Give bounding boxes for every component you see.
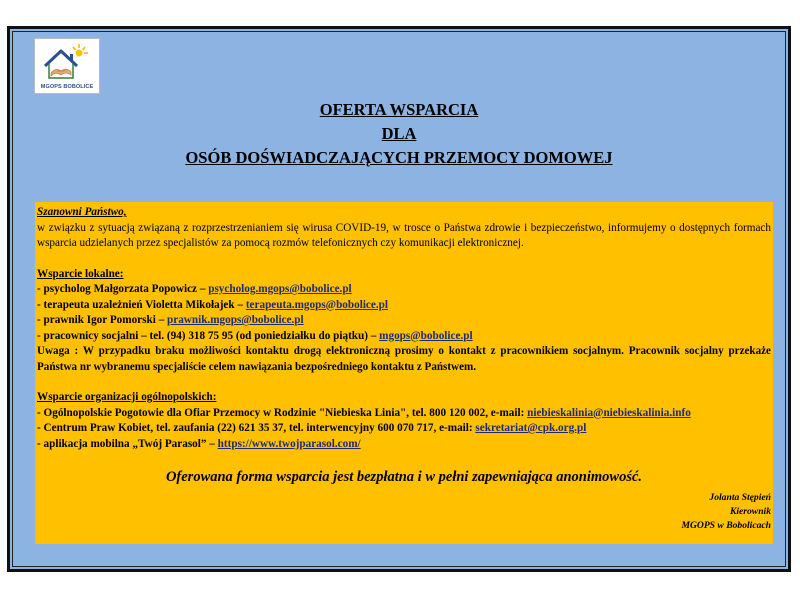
page-title: [10, 98, 788, 170]
logo-text: MGOPS BOBOLICE: [40, 84, 94, 90]
prawnik-email-link[interactable]: prawnik.mgops@bobolice.pl: [167, 314, 304, 326]
signature-name: Jolanta Stępień: [709, 492, 771, 503]
cpk-email-link[interactable]: sekretariat@cpk.org.pl: [475, 422, 587, 434]
list-item-label: - Ogólnopolskie Pogotowie dla Ofiar Przemocy w Rodzinie "Niebieska Linia", tel. 800 120 002, e-mail:: [37, 406, 528, 419]
intro-text: w związku z sytuacją związaną z rozprzestrzenianiem się wirusa COVID-19, w trosce o Państwa zdrowie i bezpieczeństwo, informujemy o dostępnych formach wsparcia udzielanych przez specjalistów za pomocą rozmów telefonicznych czy komunikacji elektronicznej.: [37, 221, 771, 249]
signature-org: MGOPS w Bobolicach: [681, 520, 771, 531]
signature: [37, 491, 771, 533]
psycholog-email-link[interactable]: psycholog.mgops@bobolice.pl: [208, 283, 352, 295]
list-item-label: - psycholog Małgorzata Popowicz –: [37, 283, 209, 295]
list-item: [37, 421, 771, 437]
twoj-parasol-link[interactable]: https://www.twojparasol.com/: [217, 437, 361, 450]
signature-role: Kierownik: [729, 506, 771, 517]
list-item-label: - Centrum Praw Kobiet, tel. zaufania (22) 621 35 37, tel. interwencyjny 600 070 717, e-mail:: [37, 422, 476, 434]
free-support-note: Oferowana forma wsparcia jest bezpłatna i w pełni zapewniająca anonimowość.: [165, 469, 643, 485]
list-item-label: - aplikacja mobilna „Twój Parasol” –: [37, 437, 218, 450]
terapeuta-email-link[interactable]: terapeuta.mgops@bobolice.pl: [245, 298, 388, 311]
contact-note: Uwaga : W przypadku braku możliwości kontaktu drogą elektroniczną prosimy o kontakt z pracownikiem socjalnym. Pracownik socjalny przekaże Państwa nr wybranemu specjaliście celem nawiązania bezpośredniego kontaktu z Państwem.: [37, 345, 771, 373]
list-item-label: - prawnik Igor Pomorski –: [37, 314, 168, 326]
title-line-3: OSÓB DOŚWIADCZAJĄCYCH PRZEMOCY DOMOWEJ: [185, 148, 613, 167]
mgops-logo: [34, 38, 100, 94]
local-support-heading: Wsparcie lokalne:: [37, 267, 124, 280]
list-item: [37, 329, 771, 345]
list-item: [37, 406, 771, 422]
mgops-email-link[interactable]: mgops@bobolice.pl: [379, 329, 473, 342]
niebieska-linia-email-link[interactable]: niebieskalinia@niebieskalinia.info: [527, 406, 691, 419]
title-line-2: DLA: [381, 124, 417, 143]
poster: [7, 26, 791, 572]
greeting: Szanowni Państwo,: [37, 206, 127, 218]
list-item-label: - pracownicy socjalni – tel. (94) 318 75 95 (od poniedziałku do piątku) –: [37, 329, 380, 342]
list-item: [37, 298, 771, 314]
list-item: [37, 437, 771, 453]
list-item: [37, 313, 771, 329]
national-support-heading: Wsparcie organizacji ogólnopolskich:: [37, 391, 217, 403]
list-item: [37, 282, 771, 298]
info-panel: [35, 202, 773, 544]
list-item-label: - terapeuta uzależnień Violetta Mikołajek –: [37, 298, 246, 311]
title-line-1: OFERTA WSPARCIA: [319, 100, 479, 119]
house-hands-icon: [39, 42, 95, 82]
